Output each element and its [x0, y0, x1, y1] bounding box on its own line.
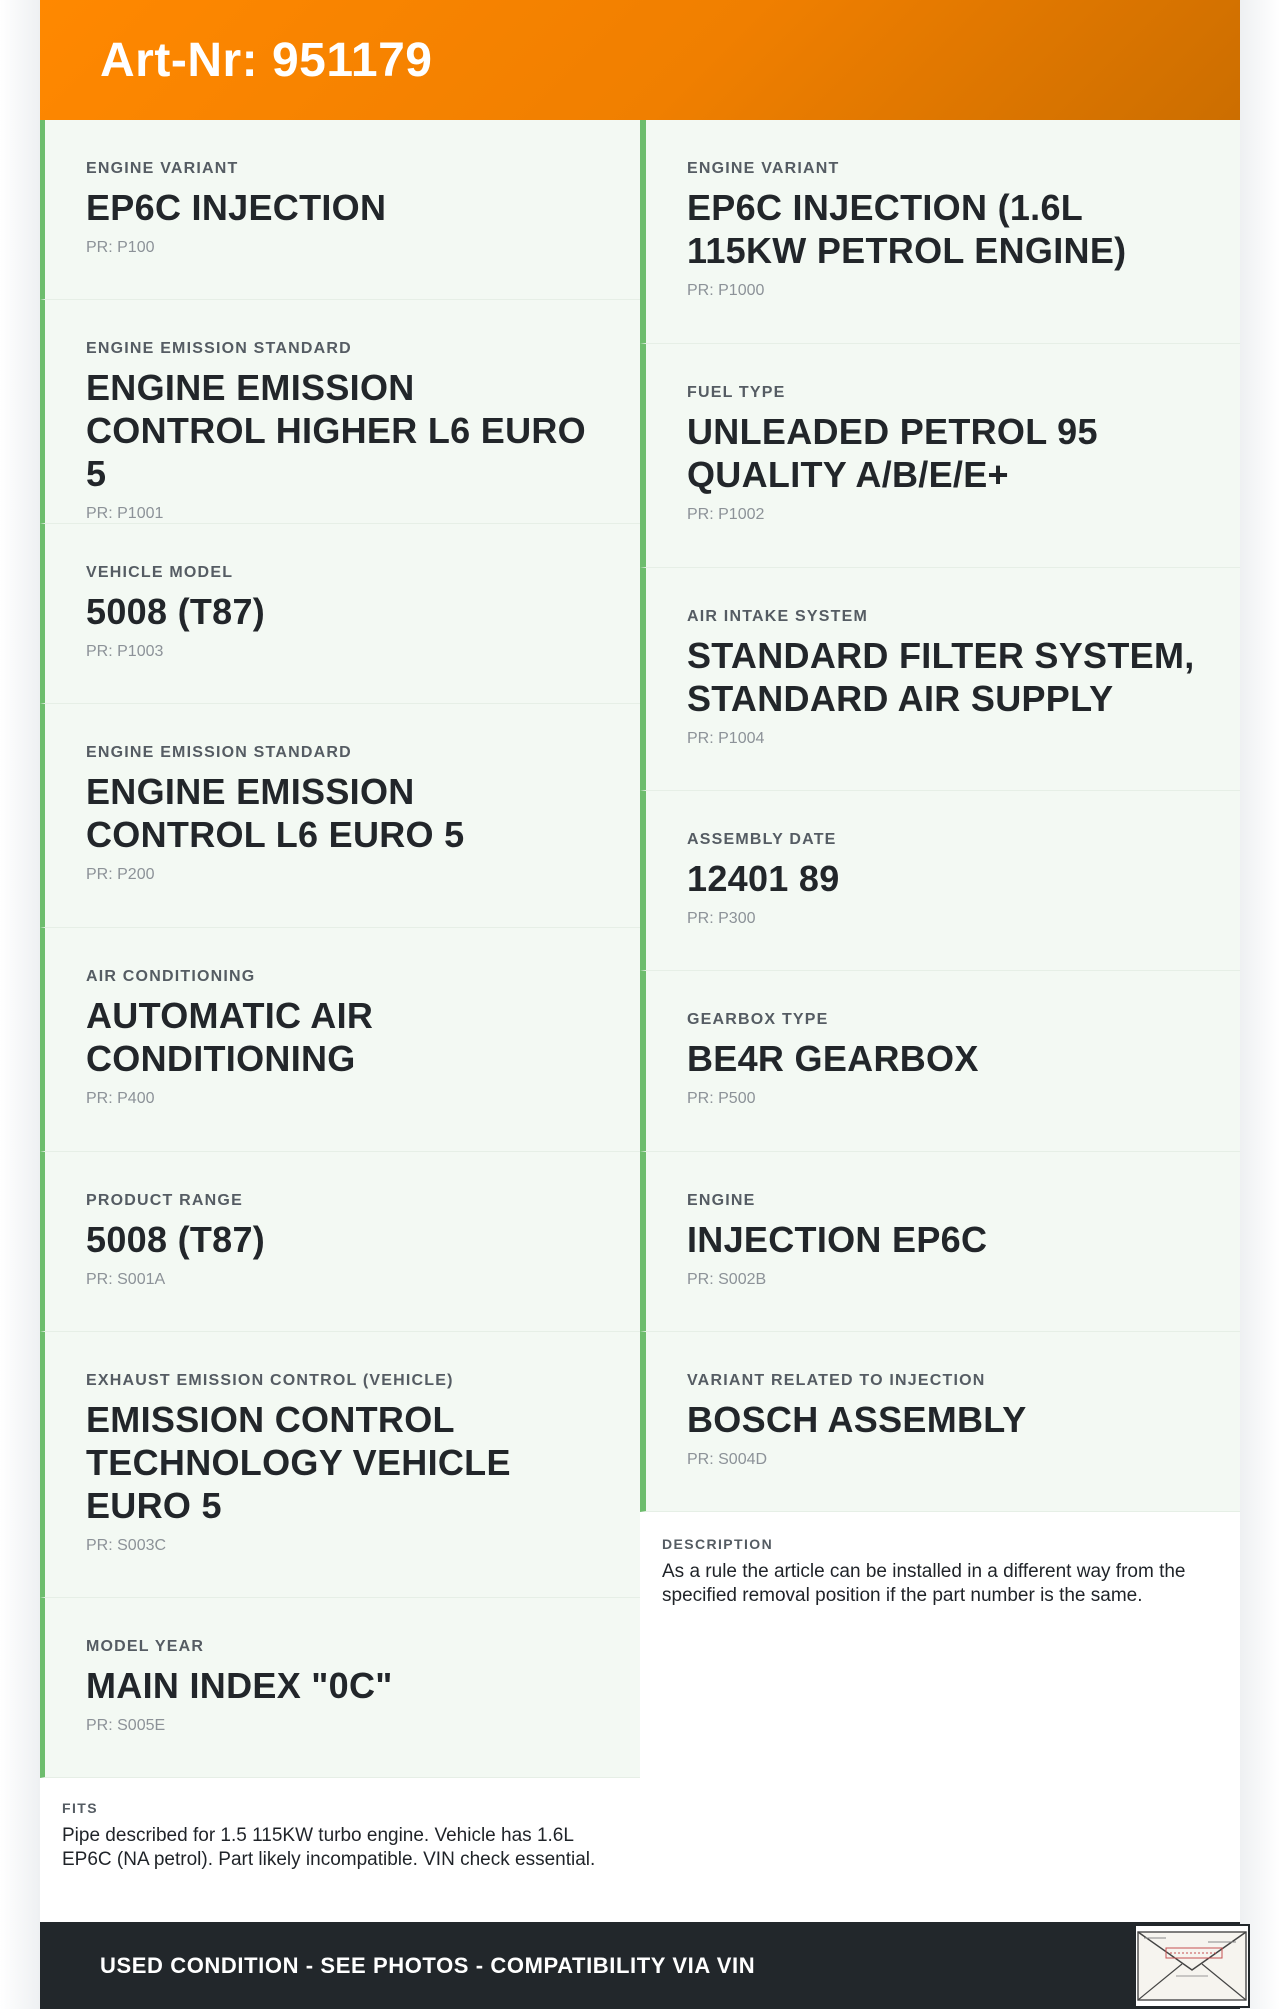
spec-label: ENGINE VARIANT	[86, 160, 239, 177]
spec-value: 5008 (T87)	[86, 1219, 266, 1260]
spec-code: PR: S001A	[86, 1271, 166, 1288]
spec-code: PR: P300	[687, 910, 756, 927]
right-spec-column	[640, 120, 1240, 1922]
condition-text: USED CONDITION - SEE PHOTOS - COMPATIBILITY VIA VIN	[100, 1952, 756, 1978]
spec-label: AIR INTAKE SYSTEM	[687, 608, 869, 625]
article-number-title: Art-Nr: 951179	[100, 33, 433, 87]
spec-label: FUEL TYPE	[687, 384, 786, 401]
spec-value: ENGINE EMISSION CONTROL HIGHER L6 EURO 5	[86, 367, 586, 494]
spec-code: PR: S004D	[687, 1451, 768, 1468]
spec-card	[640, 120, 1240, 344]
spec-card	[640, 1152, 1240, 1332]
spec-code: PR: P1001	[86, 505, 164, 522]
spec-card	[40, 120, 640, 300]
spec-label: ENGINE	[687, 1192, 756, 1209]
description-label: DESCRIPTION	[662, 1536, 774, 1552]
spec-card	[40, 928, 640, 1152]
spec-code: PR: P1004	[687, 730, 765, 747]
description-text: As a rule the article can be installed in a different way from the specified removal position if the part number is the same.	[662, 1561, 1186, 1606]
spec-code: PR: P100	[86, 239, 155, 256]
spec-card	[640, 971, 1240, 1152]
spec-value: EP6C INJECTION (1.6L 115KW PETROL ENGINE)	[687, 187, 1127, 271]
condition-footer	[40, 1922, 1240, 2009]
spec-value: EMISSION CONTROL TECHNOLOGY VEHICLE EURO 5	[86, 1399, 511, 1526]
spec-label: PRODUCT RANGE	[86, 1192, 243, 1209]
spec-card	[640, 344, 1240, 568]
spec-code: PR: P400	[86, 1090, 155, 1107]
spec-value: INJECTION EP6C	[687, 1219, 988, 1260]
spec-value: STANDARD FILTER SYSTEM, STANDARD AIR SUPPLY	[687, 635, 1195, 719]
spec-code: PR: P500	[687, 1090, 756, 1107]
fits-text: Pipe described for 1.5 115KW turbo engine. Vehicle has 1.6L EP6C (NA petrol). Part likely incompatible. VIN check essential.	[62, 1825, 596, 1870]
spec-card	[640, 568, 1240, 791]
envelope-stamp-icon	[1134, 1924, 1250, 2008]
spec-code: PR: P1003	[86, 643, 164, 660]
spec-label: GEARBOX TYPE	[687, 1011, 829, 1028]
spec-card	[40, 704, 640, 928]
spec-label: VEHICLE MODEL	[86, 564, 234, 581]
page-background-left	[0, 0, 40, 2009]
left-spec-column	[40, 120, 640, 1922]
spec-card	[40, 300, 640, 524]
spec-card	[640, 1332, 1240, 1512]
description-note	[640, 1512, 1240, 1922]
spec-code: PR: S005E	[86, 1717, 166, 1734]
spec-label: MODEL YEAR	[86, 1638, 205, 1655]
spec-code: PR: S002B	[687, 1271, 767, 1288]
spec-value: BOSCH ASSEMBLY	[687, 1399, 1027, 1440]
spec-label: ENGINE EMISSION STANDARD	[86, 744, 352, 761]
spec-value: AUTOMATIC AIR CONDITIONING	[86, 995, 374, 1079]
spec-code: PR: S003C	[86, 1537, 167, 1554]
spec-label: ASSEMBLY DATE	[687, 831, 837, 848]
spec-label: ENGINE VARIANT	[687, 160, 840, 177]
spec-code: PR: P200	[86, 866, 155, 883]
spec-label: AIR CONDITIONING	[86, 968, 256, 985]
spec-label: EXHAUST EMISSION CONTROL (VEHICLE)	[86, 1372, 454, 1389]
spec-card	[40, 1332, 640, 1598]
spec-value: UNLEADED PETROL 95 QUALITY A/B/E/E+	[687, 411, 1098, 495]
spec-label: VARIANT RELATED TO INJECTION	[687, 1372, 986, 1389]
article-header	[40, 0, 1240, 120]
spec-value: ENGINE EMISSION CONTROL L6 EURO 5	[86, 771, 465, 855]
spec-card	[40, 1152, 640, 1332]
spec-value: 12401 89	[687, 858, 840, 899]
article-sheet	[40, 0, 1240, 2009]
spec-columns	[40, 120, 1240, 1922]
spec-card	[40, 1598, 640, 1778]
spec-card	[640, 791, 1240, 971]
spec-card	[40, 524, 640, 704]
page-background-right	[1240, 0, 1280, 2009]
spec-code: PR: P1000	[687, 282, 765, 299]
spec-value: EP6C INJECTION	[86, 187, 387, 228]
spec-label: ENGINE EMISSION STANDARD	[86, 340, 352, 357]
spec-value: 5008 (T87)	[86, 591, 266, 632]
fits-note	[40, 1778, 640, 1922]
spec-code: PR: P1002	[687, 506, 765, 523]
fits-label: FITS	[62, 1800, 98, 1816]
spec-value: MAIN INDEX "0C"	[86, 1665, 393, 1706]
spec-value: BE4R GEARBOX	[687, 1038, 979, 1079]
